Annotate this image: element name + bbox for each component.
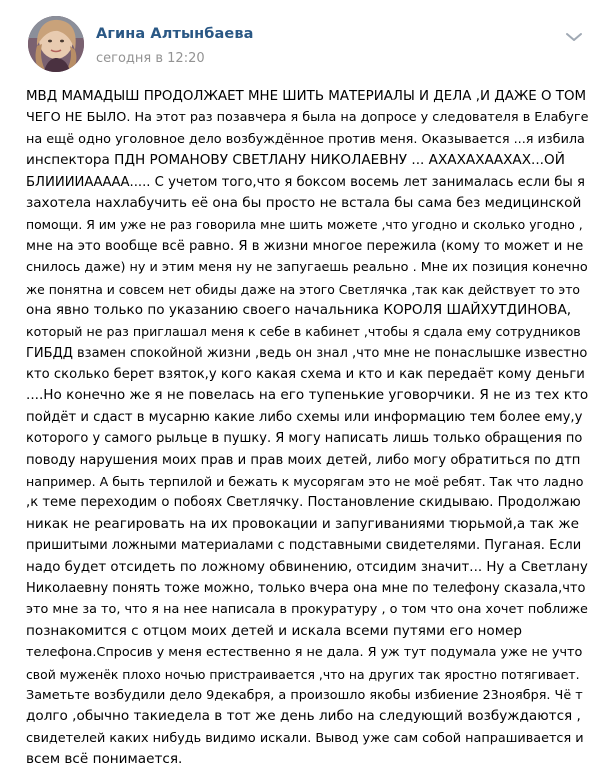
post-text	[26, 86, 588, 771]
post-text-line: ГИБДД взамен спокойной жизни ,ведь он знал ,что мне не понаслышке известно	[26, 345, 588, 361]
post-text-line: Николаевну понять тоже можно, только вчера она мне по телефону сказала,что	[26, 580, 586, 596]
post-menu-button[interactable]	[564, 30, 584, 44]
post-text-line: на ещё одно уголовное дело возбуждённое против меня. Оказывается ...я избила	[26, 131, 585, 147]
post-text-line: мне на это вообще всё равно. Я в жизни многое пережила (кому то может и не	[26, 238, 584, 254]
post-text-line: помощи. Я им уже не раз говорила мне шить можете ,что угодно и сколько угодно ,	[26, 217, 583, 233]
chevron-down-icon	[564, 30, 584, 44]
post-text-line: ЧЕГО НЕ БЫЛО. На этот раз позавчера я была на допросе у следователя в Елабуге	[26, 110, 589, 126]
post-time-link[interactable]: сегодня в 12:20	[96, 51, 205, 66]
post-text-line: инспектора ПДН РОМАНОВУ СВЕТЛАНУ НИКОЛАЕВНУ ... АХАХАХААХАХ...ОЙ	[26, 152, 565, 169]
post-text-line: она явно только по указанию своего начальника КОРОЛЯ ШАЙХУТДИНОВА,	[26, 301, 572, 318]
post-text-line: пришитыми ложными материалами с подставными свидетелями. Пуганая. Если	[26, 538, 582, 554]
post-text-line: Заметьте возбудили дело 9декабря, а произошло якобы избиение 23ноября. Чё т	[26, 687, 583, 703]
post-text-line: поводу нарушения моих прав и прав моих детей, либо могу обратиться по дтп	[26, 452, 581, 468]
post-text-line: МВД МАМАДЫШ ПРОДОЛЖАЕТ МНЕ ШИТЬ МАТЕРИАЛЫ И ДЕЛА ,И ДАЖЕ О ТОМ	[26, 89, 587, 104]
post-text-line: который не раз приглашал меня к себе в кабинет ,чтобы я сдала ему сотрудников	[26, 324, 581, 340]
post-text-line: кто сколько берет взяток,у кого какая схема и кто и как передаёт кому деньги	[26, 367, 585, 383]
post-text-line: это мне за то, что я на нее написала в прокуратуру , о том что она хочет поближе	[26, 602, 588, 618]
post-text-line: ,к теме переходим о побоях Светлячку. Постановление скидываю. Продолжаю	[26, 495, 581, 511]
avatar-photo-icon	[28, 16, 84, 72]
post-text-line: ....Но конечно же я не повелась на его тупенькие уговорчики. Я не из тех кто	[26, 387, 589, 404]
post-text-line: пойдёт и сдаст в мусарню какие либо схемы или информацию тем более ему,у	[26, 409, 583, 425]
post-header	[28, 14, 588, 74]
author-name-link[interactable]: Агина Алтынбаева	[96, 26, 254, 42]
avatar[interactable]	[28, 16, 84, 72]
post-text-line: всем всё понимается.	[26, 751, 183, 768]
post-text-line: свой муженёк плохо ночью пристраивается ,что на других так яростно потягивает.	[26, 666, 580, 682]
post-text-line: захотела нахлабучить её она бы просто не встала бы сама без медицинской	[26, 194, 582, 211]
post-text-line: снилось даже) ну и этим меня ну не запугаешь реально . Мне их позиция конечно	[26, 260, 588, 276]
post-text-line: познакомится с отцом моих детей и искала всеми путями его номер	[26, 622, 522, 639]
post-text-line: никак не реагировать на их провокации и запугиваниями тюрьмой,а так же	[26, 515, 579, 532]
post-text-line: надо будет отсидеть по ложному обвинению, отсидим значит... Ну а Светлану	[26, 559, 588, 575]
post-text-line: же понятна и совсем нет обиды даже на этого Светлячка ,так как действует то это	[26, 281, 581, 297]
post-text-line: свидетелей каких нибудь видимо искали. Вывод уже сам собой напрашивается и	[26, 730, 584, 746]
post-text-line: БЛИИИИААААА..... С учетом того,что я боксом восемь лет занималась если бы я	[26, 174, 585, 190]
post-text-line: телефона.Спросив у меня естественно я не дала. Я уж тут подумала уже не учто	[26, 645, 583, 661]
post-text-line: которого у самого рыльце в пушку. Я могу написать лишь только обращения по	[26, 431, 583, 447]
post-text-line: долго ,обычно такиедела в тот же день либо на следующий возбуждаются ,	[26, 708, 581, 725]
post-text-line: например. А быть терпилой и бежать к мусорягам это не моё ребят. Так что ладно	[26, 474, 584, 490]
